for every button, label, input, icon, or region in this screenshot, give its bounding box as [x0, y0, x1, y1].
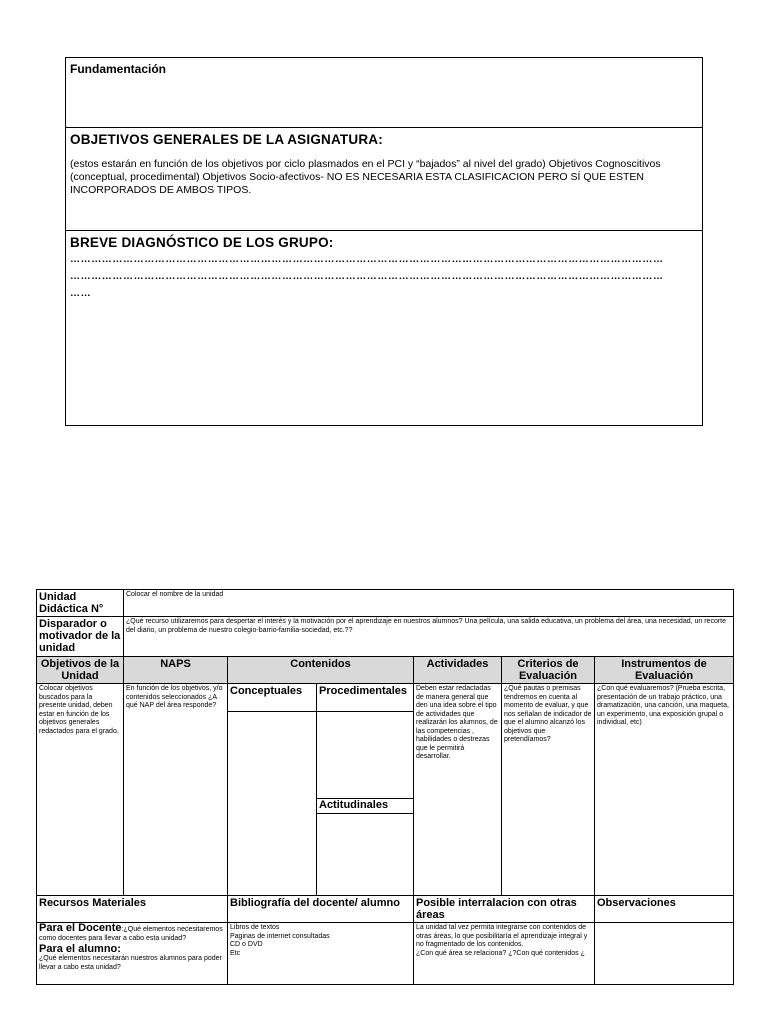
cell-objetivos: Colocar objetivos buscados para la presente unidad, deben estar en función de los objetivos generales redactados para el grado. — [37, 684, 124, 896]
table-row — [37, 590, 734, 617]
diagnostico-section — [66, 231, 702, 425]
cell-procedimentales — [317, 684, 414, 896]
subheader-conceptuales: Conceptuales — [228, 684, 316, 712]
procedimentales-body — [317, 712, 413, 798]
interrelacion-text-1: La unidad tal vez permita integrarse con contenidos de otras áreas, lo que posibilitaría el aprendizaje integral y no fragmentado de los contenidos. — [416, 924, 588, 948]
cell-criterios: ¿Qué pautas o premisas tendremos en cuenta al momento de evaluar, y que nos señalan de indicador de que el alumno alcanzó los objetivos que pretendíamos? — [502, 684, 595, 896]
header-objetivos: Objetivos de la Unidad — [37, 657, 124, 684]
list-item: Etc — [230, 949, 241, 957]
table-row — [37, 617, 734, 657]
fundamentacion-title: Fundamentación — [70, 62, 167, 76]
header-instrumentos: Instrumentos de Evaluación — [595, 657, 734, 684]
table-row — [37, 923, 734, 985]
objetivos-generales-text: (estos estarán en función de los objetivos por ciclo plasmados en el PCI y “bajados” al nivel del grado) Objetivos Cognoscitivos (conceptual, procedimental) Objetivos Socio-afectivos- NO ES NECESARIA ESTA CLASIFICACION PERO SÍ QUE ESTEN INCORPORADOS DE AMBOS TIPOS. — [70, 158, 661, 196]
objetivos-generales-title: OBJETIVOS GENERALES DE LA ASIGNATURA: — [70, 132, 383, 147]
cell-instrumentos: ¿Con qué evaluaremos? (Prueba escrita, presentación de un trabajo práctico, una dramatización, una canción, una maqueta, un experimento, una exposición grupal o individual, etc) — [595, 684, 734, 896]
header-observaciones: Observaciones — [595, 896, 734, 923]
disparador-value: ¿Qué recurso utilizaremos para despertar el interés y la motivación por el aprendizaje en nuestros alumnos? Una película, una salida educativa, un problema del área, una necesidad, un recorte del diario, un problema de nuestro colegio-barrio-familia-sociedad, etc.?? — [124, 617, 734, 657]
interrelacion-text-2: ¿Con qué área se relaciona? ¿?Con qué contenidos ¿ — [416, 949, 585, 957]
header-recursos: Recursos Materiales — [37, 896, 228, 923]
disparador-label: Disparador o motivador de la unidad — [37, 617, 124, 657]
unit-planning-table — [36, 589, 734, 985]
cell-recursos — [37, 923, 228, 985]
fundamentacion-section — [66, 58, 702, 128]
table-row — [37, 684, 734, 896]
cell-actividades: Deben estar redactadas de manera general que den una idea sobre el tipo de actividades que realizarán los alumnos, de las competencias , habilidades o destrezas que le permitirá desarrollar. — [414, 684, 502, 896]
header-contenidos: Contenidos — [228, 657, 414, 684]
list-item: Libros de textos — [230, 924, 280, 931]
objetivos-generales-section — [66, 128, 702, 231]
subheader-procedimentales: Procedimentales — [317, 684, 413, 712]
docente-label: Para el Docente — [39, 922, 122, 934]
alumno-label: Para el alumno: — [39, 943, 121, 955]
header-actividades: Actividades — [414, 657, 502, 684]
cell-naps: En función de los objetivos, y/o contenidos seleccionados ¿A qué NAP del área responde? — [124, 684, 228, 896]
cell-bibliografia — [228, 923, 414, 985]
diagnostico-title: BREVE DIAGNÓSTICO DE LOS GRUPO: — [70, 235, 334, 250]
cell-observaciones — [595, 923, 734, 985]
docente-block — [39, 924, 225, 943]
unidad-label: Unidad Didáctica N° — [37, 590, 124, 617]
cell-conceptuales — [228, 684, 317, 896]
subheader-actitudinales: Actitudinales — [317, 798, 413, 814]
list-item: Paginas de internet consultadas — [230, 932, 330, 940]
table-row — [37, 657, 734, 684]
header-criterios: Criterios de Evaluación — [502, 657, 595, 684]
alumno-text: ¿Qué elementos necesitarán nuestros alumnos para poder llevar a cabo esta unidad? — [39, 955, 222, 971]
dotted-line-3: …… — [70, 288, 92, 299]
header-interrelacion: Posible interralacion con otras áreas — [414, 896, 595, 923]
table-row — [37, 896, 734, 923]
unidad-value: Colocar el nombre de la unidad — [124, 590, 734, 617]
dotted-line-2: …………………………………………………………………………………………………………………………………………………… — [70, 271, 664, 282]
header-bibliografia: Bibliografía del docente/ alumno — [228, 896, 414, 923]
dotted-line-1: …………………………………………………………………………………………………………………………………………………… — [70, 254, 664, 265]
cell-interrelacion — [414, 923, 595, 985]
header-naps: NAPS — [124, 657, 228, 684]
planning-header-frame — [65, 57, 703, 426]
docente-text: :¿Qué elementos necesitaremos como docentes para llevar a cabo esta unidad? — [39, 926, 223, 942]
list-item: CD o DVD — [230, 941, 263, 948]
